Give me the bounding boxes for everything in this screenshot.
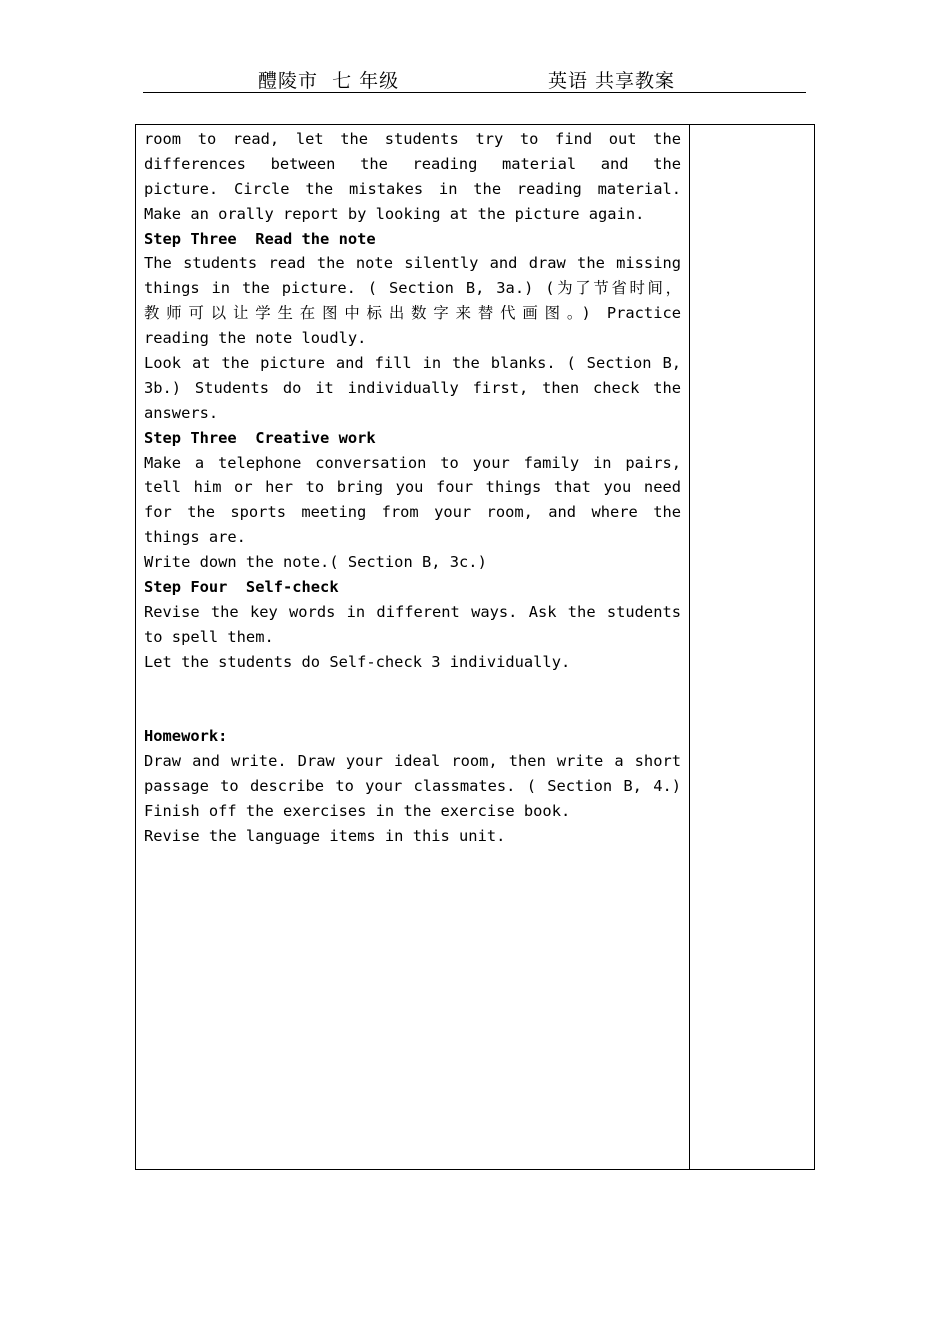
text-line: things are. — [144, 528, 246, 547]
text-line: Make an orally report by looking at the picture again. — [144, 204, 645, 223]
text-line: picture. Circle the mistakes in the reading material. — [144, 179, 681, 198]
blank-line — [144, 699, 681, 724]
text-line: differences between the reading material and the — [144, 154, 681, 173]
step-heading: Step Four Self-check — [144, 578, 339, 597]
text-line: to spell them. — [144, 627, 274, 646]
step-heading: Step Three Read the note — [144, 229, 376, 248]
header-left-text: 醴陵市 七 年级 — [258, 70, 400, 92]
text-line: for the sports meeting from your room, and where the — [144, 503, 681, 522]
text-line: Look at the picture and fill in the blanks. ( Section B, — [144, 354, 681, 373]
text-line: tell him or her to bring you four things that you need — [144, 478, 681, 497]
text-line: 3b.) Students do it individually first, then check the — [144, 378, 681, 397]
text-line: answers. — [144, 403, 219, 422]
text-line: Let the students do Self-check 3 individually. — [144, 652, 571, 671]
text-line: Draw and write. Draw your ideal room, then write a short — [144, 752, 681, 771]
text-line: Revise the key words in different ways. Ask the students — [144, 602, 681, 621]
text-line: Revise the language items in this unit. — [144, 826, 506, 845]
header-right-text: 英语 共享教案 — [548, 70, 676, 92]
blank-line — [144, 675, 681, 700]
text-line: 教师可以让学生在图中标出数字来替代画图。) Practice — [144, 304, 681, 323]
text-line: passage to describe to your classmates. ( Section B, 4.) — [144, 777, 681, 796]
step-heading: Step Three Creative work — [144, 428, 376, 447]
step-heading: Homework: — [144, 727, 228, 746]
text-line: The students read the note silently and draw the missing — [144, 254, 681, 273]
column-divider — [689, 125, 690, 1169]
text-line: room to read, let the students try to find out the — [144, 130, 681, 148]
text-line: Finish off the exercises in the exercise book. — [144, 802, 571, 821]
lesson-content-cell — [144, 127, 681, 849]
lesson-table — [135, 124, 815, 1170]
text-line: things in the picture. ( Section B, 3a.) (为了节省时间， — [144, 279, 681, 298]
text-line: Write down the note.( Section B, 3c.) — [144, 553, 487, 572]
text-line: reading the note loudly. — [144, 329, 367, 348]
page-header — [143, 64, 806, 93]
text-line: Make a telephone conversation to your family in pairs, — [144, 453, 681, 472]
